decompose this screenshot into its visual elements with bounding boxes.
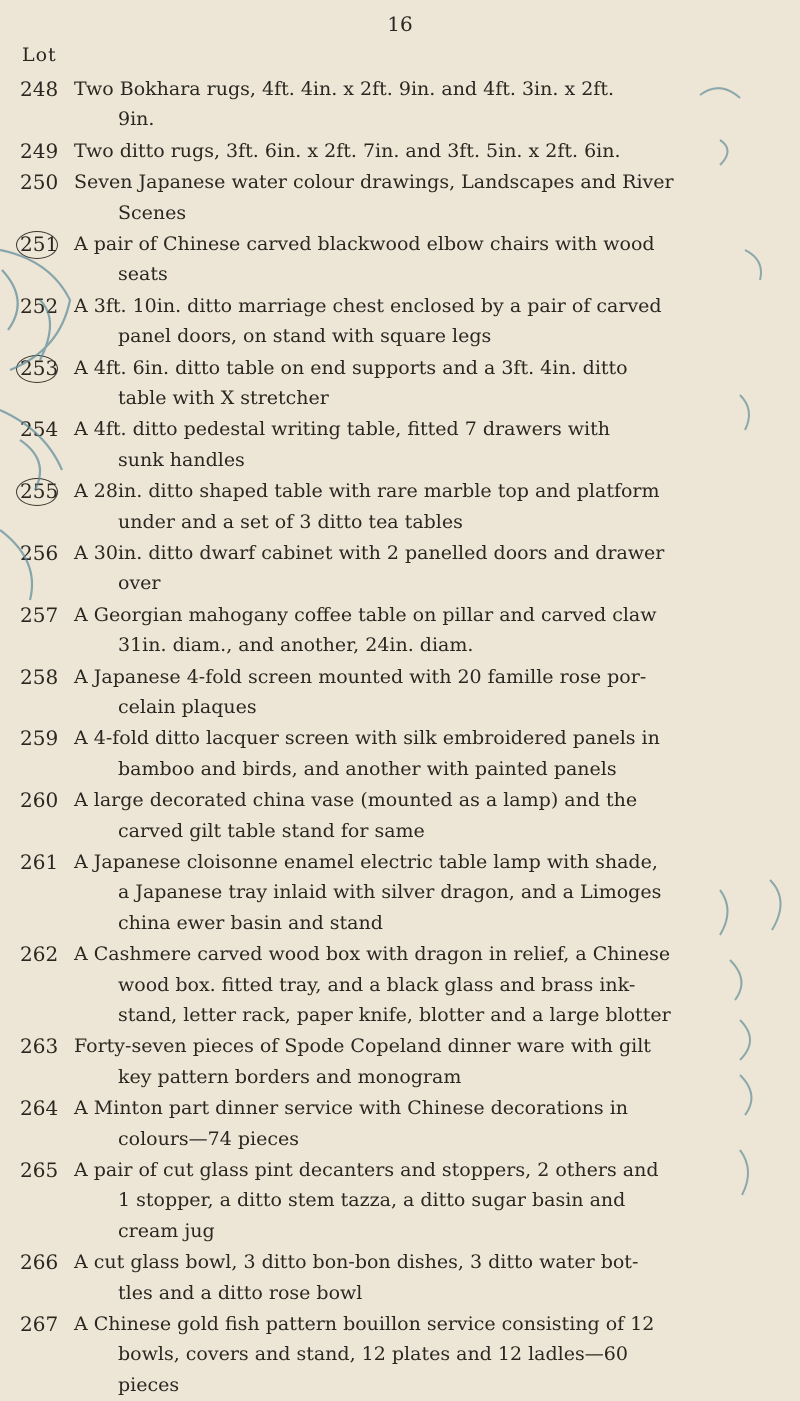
lot-description-line: A 4-fold ditto lacquer screen with silk embroidered panels in bbox=[74, 727, 660, 750]
lot-entry bbox=[0, 1154, 800, 1246]
lot-number: 253 bbox=[20, 352, 58, 384]
lot-description-line: over bbox=[118, 572, 161, 595]
lot-description-line: 1 stopper, a ditto stem tazza, a ditto sugar basin and bbox=[118, 1189, 626, 1212]
lot-number: 263 bbox=[20, 1034, 59, 1059]
lot-description-line: bamboo and birds, and another with painted panels bbox=[118, 757, 617, 780]
lot-description-line: Forty-seven pieces of Spode Copeland dinner ware with gilt bbox=[74, 1035, 651, 1058]
lot-number: 259 bbox=[20, 726, 59, 751]
lot-description-line: A pair of Chinese carved blackwood elbow chairs with wood bbox=[74, 232, 655, 255]
lot-number: 261 bbox=[20, 849, 59, 874]
lot-description-line: A 3ft. 10in. ditto marriage chest enclosed by a pair of carved bbox=[74, 294, 662, 317]
lot-entry bbox=[0, 228, 800, 290]
lot-number: 251 bbox=[20, 228, 58, 260]
lot-number: 252 bbox=[20, 293, 59, 318]
lot-entry bbox=[0, 166, 800, 228]
lot-entry bbox=[0, 938, 800, 1030]
lot-number: 257 bbox=[20, 602, 59, 627]
lot-column-header: Lot bbox=[22, 44, 57, 66]
lot-description-line: carved gilt table stand for same bbox=[118, 819, 425, 842]
lot-description-line: A Cashmere carved wood box with dragon in relief, a Chinese bbox=[74, 943, 671, 966]
lot-description-line: A Georgian mahogany coffee table on pillar and carved claw bbox=[74, 603, 657, 626]
lot-entry bbox=[0, 1092, 800, 1154]
page-number: 16 bbox=[387, 12, 413, 36]
lot-description-line: A 4ft. 6in. ditto table on end supports and a 3ft. 4in. ditto bbox=[74, 356, 628, 379]
lot-entry bbox=[0, 413, 800, 475]
lot-description-line: 9in. bbox=[118, 108, 155, 131]
lot-entry bbox=[0, 599, 800, 661]
lot-number: 256 bbox=[20, 540, 59, 565]
lot-description-line: A Minton part dinner service with Chinese decorations in bbox=[74, 1097, 629, 1120]
lot-description-line: A pair of cut glass pint decanters and stoppers, 2 others and bbox=[74, 1158, 659, 1181]
lot-description-line: A 30in. ditto dwarf cabinet with 2 panelled doors and drawer bbox=[74, 541, 665, 564]
lot-description-line: bowls, covers and stand, 12 plates and 12 ladles—60 bbox=[118, 1343, 628, 1366]
lot-entry bbox=[0, 1308, 800, 1400]
lot-description-line: table with X stretcher bbox=[118, 386, 329, 409]
lot-entry bbox=[0, 537, 800, 599]
lot-description-line: Two ditto rugs, 3ft. 6in. x 2ft. 7in. and 3ft. 5in. x 2ft. 6in. bbox=[74, 139, 621, 162]
lot-number: 248 bbox=[20, 77, 59, 101]
lot-description-line: A Japanese cloisonne enamel electric table lamp with shade, bbox=[74, 850, 658, 873]
lot-description-line: key pattern borders and monogram bbox=[118, 1065, 462, 1088]
lot-list bbox=[0, 73, 800, 1400]
lot-number: 258 bbox=[20, 664, 59, 689]
lot-description-line: colours—74 pieces bbox=[118, 1127, 300, 1150]
lot-description-line: cream jug bbox=[118, 1219, 215, 1242]
lot-number: 260 bbox=[20, 788, 59, 813]
lot-description-line: celain plaques bbox=[118, 695, 257, 718]
lot-number: 254 bbox=[20, 417, 59, 442]
lot-entry bbox=[0, 1030, 800, 1092]
lot-description-line: pieces bbox=[118, 1373, 180, 1396]
lot-number: 264 bbox=[20, 1096, 59, 1121]
lot-description-line: A Japanese 4-fold screen mounted with 20 famille rose por- bbox=[74, 665, 647, 688]
lot-entry bbox=[0, 352, 800, 414]
lot-description-line: tles and a ditto rose bowl bbox=[118, 1281, 363, 1304]
lot-description-line: A large decorated china vase (mounted as a lamp) and the bbox=[74, 789, 638, 812]
lot-number: 266 bbox=[20, 1250, 59, 1275]
lot-description-line: panel doors, on stand with square legs bbox=[118, 325, 492, 348]
lot-entry bbox=[0, 784, 800, 846]
lot-description-line: wood box. fitted tray, and a black glass and brass ink- bbox=[118, 973, 636, 996]
lot-number: 267 bbox=[20, 1311, 59, 1336]
lot-description-line: stand, letter rack, paper knife, blotter and a large blotter bbox=[118, 1003, 671, 1026]
lot-number: 265 bbox=[20, 1157, 59, 1182]
lot-number: 262 bbox=[20, 942, 59, 967]
lot-description-line: A Chinese gold fish pattern bouillon service consisting of 12 bbox=[74, 1312, 655, 1335]
lot-description-line: china ewer basin and stand bbox=[118, 911, 383, 934]
lot-description-line: seats bbox=[118, 263, 168, 286]
lot-description-line: A 28in. ditto shaped table with rare marble top and platform bbox=[74, 480, 660, 503]
lot-description-line: 31in. diam., and another, 24in. diam. bbox=[118, 634, 474, 657]
lot-description-line: Seven Japanese water colour drawings, Landscapes and River bbox=[74, 171, 674, 194]
lot-entry bbox=[0, 722, 800, 784]
lot-entry bbox=[0, 661, 800, 723]
lot-number: 249 bbox=[20, 138, 59, 163]
lot-entry bbox=[0, 1246, 800, 1308]
lot-number: 255 bbox=[20, 475, 58, 507]
lot-number: 250 bbox=[20, 170, 59, 195]
lot-description-line: under and a set of 3 ditto tea tables bbox=[118, 510, 463, 533]
lot-entry bbox=[0, 475, 800, 537]
lot-entry bbox=[0, 846, 800, 938]
lot-description-line: A cut glass bowl, 3 ditto bon-bon dishes, 3 ditto water bot- bbox=[74, 1251, 639, 1274]
lot-description-line: A 4ft. ditto pedestal writing table, fitted 7 drawers with bbox=[74, 418, 611, 441]
lot-entry bbox=[0, 290, 800, 352]
lot-entry bbox=[0, 135, 800, 166]
lot-description-line: Two Bokhara rugs, 4ft. 4in. x 2ft. 9in. and 4ft. 3in. x 2ft. bbox=[74, 78, 614, 100]
lot-description-line: a Japanese tray inlaid with silver dragon, and a Limoges bbox=[118, 881, 662, 904]
lot-description-line: Scenes bbox=[118, 201, 187, 224]
lot-description-line: sunk handles bbox=[118, 448, 245, 471]
lot-entry bbox=[0, 73, 800, 135]
